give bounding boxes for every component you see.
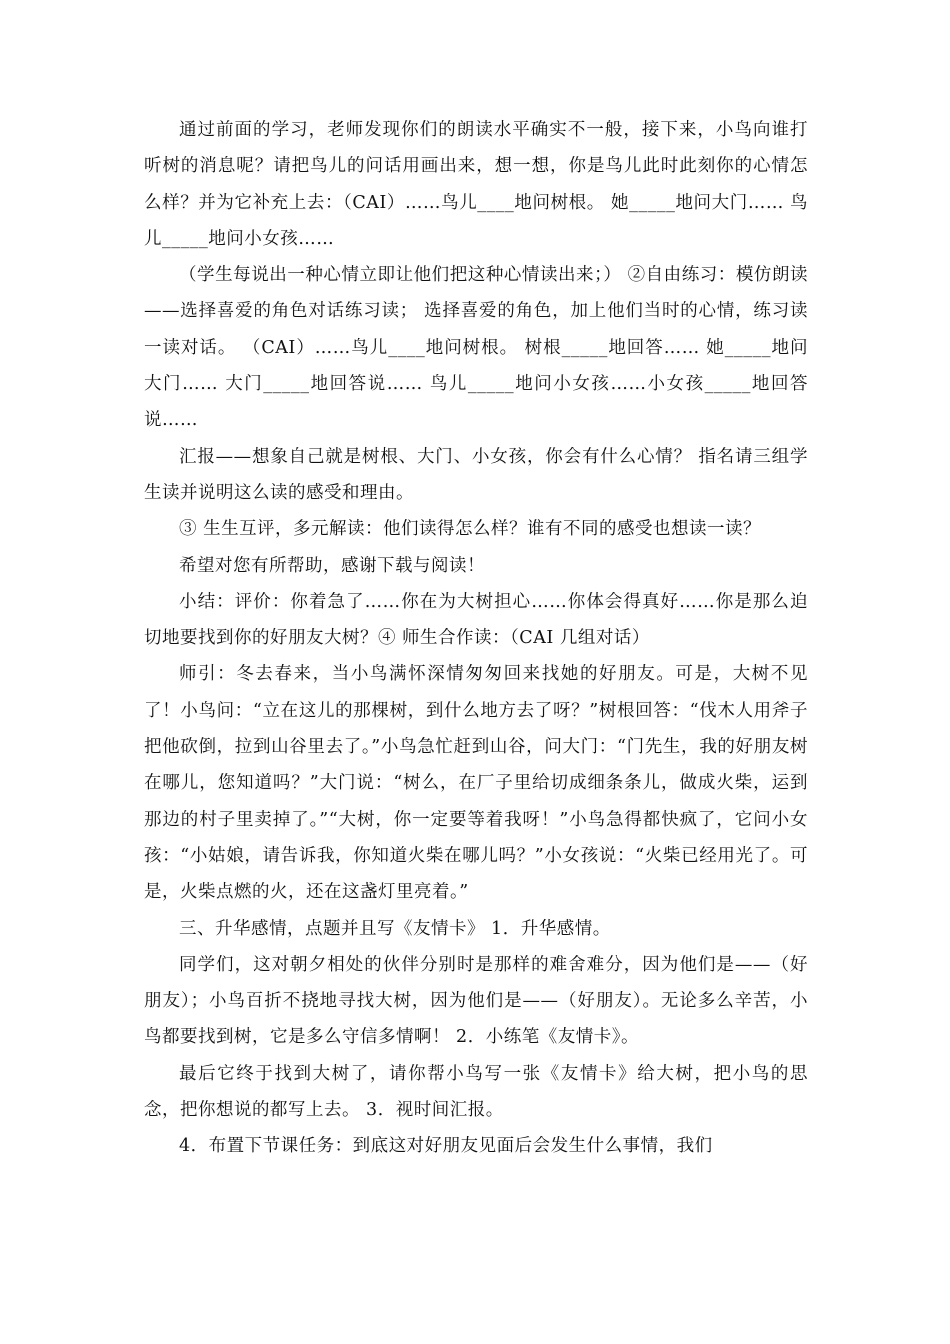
paragraph-reading-intro: 通过前面的学习，老师发现你们的朗读水平确实不一般，接下来，小鸟向谁打听树的消息呢？请把鸟儿的问话用画出来，想一想，你是鸟儿此时此刻你的心情怎么样？并为它补充上去：（CAI）……鸟儿____地问树根。 她_____地问大门…… 鸟儿_____地问小女孩…… xyxy=(144,120,808,249)
document-page xyxy=(144,112,808,1165)
section-heading-three: 三、升华感情，点题并且写《友情卡》 1．升华感情。 xyxy=(179,918,611,939)
paragraph-download-note: 希望对您有所帮助，感谢下载与阅读！ xyxy=(179,555,485,576)
paragraph-free-practice: （学生每说出一种心情立即让他们把这种心情读出来；） ②自由练习：模仿朗读——选择喜爱的角色对话练习读； 选择喜爱的角色，加上他们当时的心情，练习读一读对话。 （CAI）……鸟儿____地问树根。 树根_____地回答…… 她_____地问大门…… 大门_____地回答说…… 鸟儿_____地问小女孩……小女孩_____地回答说…… xyxy=(144,265,808,431)
paragraph-story-dialogue: 师引：冬去春来，当小鸟满怀深情匆匆回来找她的好朋友。可是，大树不见了！小鸟问：“立在这儿的那棵树，到什么地方去了呀？”树根回答：“伐木人用斧子把他砍倒，拉到山谷里去了。”小鸟急忙赶到山谷，问大门：“门先生，我的好朋友树在哪儿，您知道吗？”大门说：“树么，在厂子里给切成细条条儿，做成火柴，运到那边的村子里卖掉了。”“大树，你一定要等着我呀！”小鸟急得都快疯了，它问小女孩：“小姑娘，请告诉我，你知道火柴在哪儿吗？”小女孩说：“火柴已经用光了。可是，火柴点燃的火，还在这盏灯里亮着。” xyxy=(144,664,808,903)
paragraph-next-lesson: 4．布置下节课任务：到底这对好朋友见面后会发生什么事情，我们 xyxy=(179,1136,713,1157)
paragraph-report: 汇报——想象自己就是树根、大门、小女孩，你会有什么心情？ 指名请三组学生读并说明这么读的感受和理由。 xyxy=(144,446,808,503)
paragraph-friendship-card: 最后它终于找到大树了，请你帮小鸟写一张《友情卡》给大树，把小鸟的思念，把你想说的都写上去。 3．视时间汇报。 xyxy=(144,1063,808,1121)
paragraph-peer-review: ③ 生生互评，多元解读：他们读得怎么样？谁有不同的感受也想读一读？ xyxy=(179,519,762,540)
paragraph-summary: 小结：评价：你着急了……你在为大树担心……你体会得真好……你是那么迫切地要找到你的好朋友大树？④ 师生合作读：（CAI 几组对话） xyxy=(144,591,808,649)
paragraph-friendship: 同学们，这对朝夕相处的伙伴分别时是那样的难舍难分，因为他们是——（好朋友）；小鸟百折不挠地寻找大树，因为他们是——（好朋友）。无论多么辛苦，小鸟都要找到树，它是多么守信多情啊！ 2．小练笔《友情卡》。 xyxy=(144,954,808,1048)
